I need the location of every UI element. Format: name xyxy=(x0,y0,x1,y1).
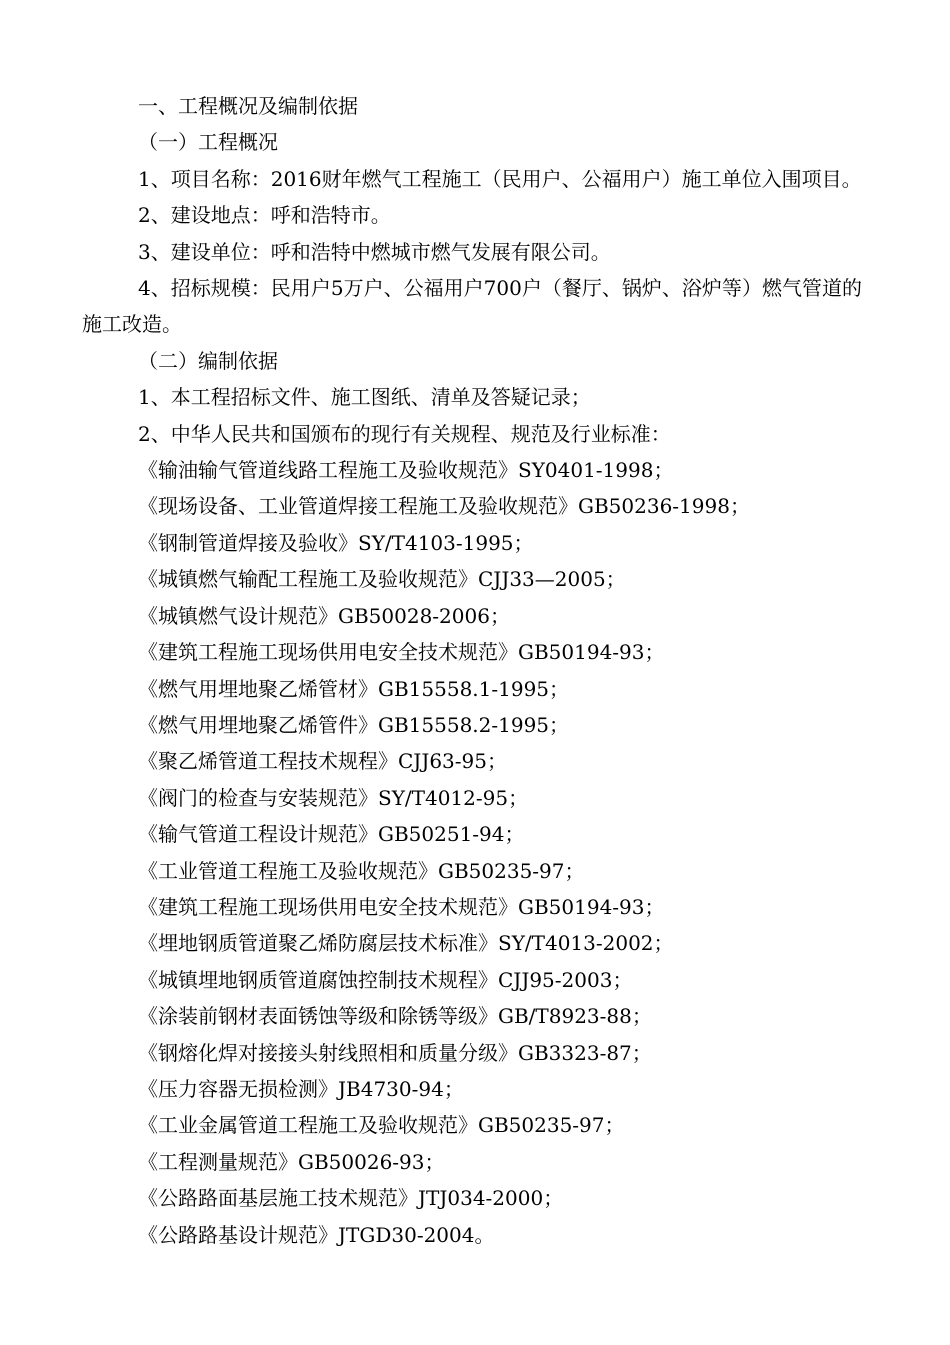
standard-item: 《公路路面基层施工技术规范》JTJ034-2000； xyxy=(138,1186,564,1211)
item-tender-scale: 4、招标规模：民用户5万户、公福用户700户（餐厅、锅炉、浴炉等）燃气管道的施工改造。 xyxy=(82,276,862,337)
standard-item: 《涂装前钢材表面锈蚀等级和除锈等级》GB/T8923-88； xyxy=(138,1004,652,1029)
standard-item: 《燃气用埋地聚乙烯管件》GB15558.2-1995； xyxy=(138,712,570,737)
standard-item: 《城镇埋地钢质管道腐蚀控制技术规程》CJJ95-2003； xyxy=(138,967,633,992)
heading-overview-and-basis: 一、工程概况及编制依据 xyxy=(138,94,358,118)
standard-item: 《工业管道工程施工及验收规范》GB50235-97； xyxy=(138,858,585,883)
document-body xyxy=(82,88,862,1253)
standard-item: 《工业金属管道工程施工及验收规范》GB50235-97； xyxy=(138,1113,625,1138)
standard-item: 《现场设备、工业管道焊接工程施工及验收规范》GB50236-1998； xyxy=(138,494,750,519)
section-compilation-basis: （二）编制依据 xyxy=(138,348,278,373)
standard-item: 《工程测量规范》GB50026-93； xyxy=(138,1149,445,1174)
item-project-name: 1、项目名称：2016财年燃气工程施工（民用户、公福用户）施工单位入围项目。 xyxy=(138,166,862,191)
standard-item: 《钢制管道焊接及验收》SY/T4103-1995； xyxy=(138,530,534,555)
basis-tender-documents: 1、本工程招标文件、施工图纸、清单及答疑记录； xyxy=(138,385,591,410)
item-construction-unit: 3、建设单位：呼和浩特中燃城市燃气发展有限公司。 xyxy=(138,239,611,264)
item-construction-site: 2、建设地点：呼和浩特市。 xyxy=(138,203,391,228)
standard-item: 《公路路基设计规范》JTGD30-2004。 xyxy=(138,1222,495,1247)
standard-item: 《阀门的检查与安装规范》SY/T4012-95； xyxy=(138,785,529,810)
basis-national-standards: 2、中华人民共和国颁布的现行有关规程、规范及行业标准： xyxy=(138,421,671,446)
standard-item: 《压力容器无损检测》JB4730-94； xyxy=(138,1076,464,1101)
standard-item: 《输油输气管道线路工程施工及验收规范》SY0401-1998； xyxy=(138,458,674,483)
standard-item: 《建筑工程施工现场供用电安全技术规范》GB50194-93； xyxy=(138,640,665,665)
standard-item: 《城镇燃气设计规范》GB50028-2006； xyxy=(138,603,510,628)
standard-item: 《建筑工程施工现场供用电安全技术规范》GB50194-93； xyxy=(138,894,665,919)
standard-item: 《输气管道工程设计规范》GB50251-94； xyxy=(138,822,525,847)
standard-item: 《钢熔化焊对接接头射线照相和质量分级》GB3323-87； xyxy=(138,1040,652,1065)
standard-item: 《城镇燃气输配工程施工及验收规范》CJJ33—2005； xyxy=(138,567,626,592)
standard-item: 《埋地钢质管道聚乙烯防腐层技术标准》SY/T4013-2002； xyxy=(138,931,674,956)
section-project-overview: （一）工程概况 xyxy=(138,130,278,155)
standard-item: 《聚乙烯管道工程技术规程》CJJ63-95； xyxy=(138,749,507,774)
standard-item: 《燃气用埋地聚乙烯管材》GB15558.1-1995； xyxy=(138,676,570,701)
